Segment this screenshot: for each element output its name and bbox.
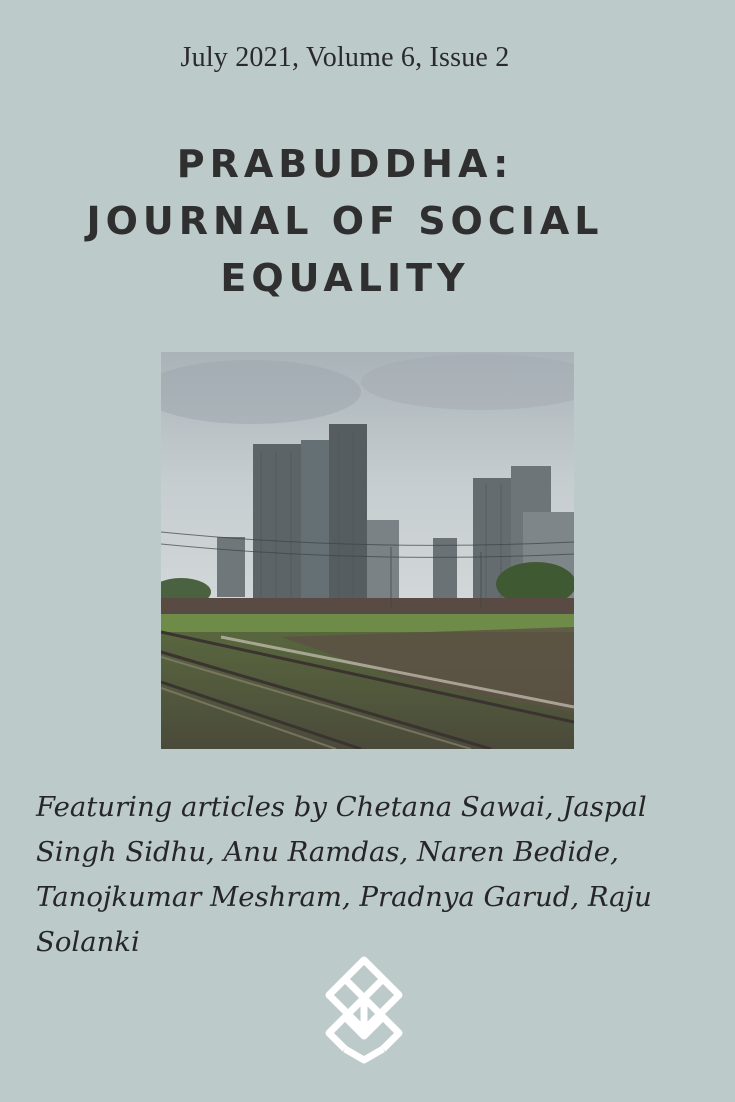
endless-knot-icon <box>321 956 407 1064</box>
journal-title <box>0 136 690 307</box>
cover-photo <box>161 352 574 749</box>
issue-date-line: July 2021, Volume 6, Issue 2 <box>180 42 510 73</box>
journal-title-line-2: JOURNAL OF SOCIAL <box>86 199 604 243</box>
journal-title-line-1: PRABUDDHA: <box>176 142 514 186</box>
featuring-articles-text: Featuring articles by Chetana Sawai, Jaspal Singh Sidhu, Anu Ramdas, Naren Bedide, Tanojkumar Meshram, Pradnya Garud, Raju Solanki <box>36 791 652 958</box>
journal-title-line-3: EQUALITY <box>220 256 470 300</box>
